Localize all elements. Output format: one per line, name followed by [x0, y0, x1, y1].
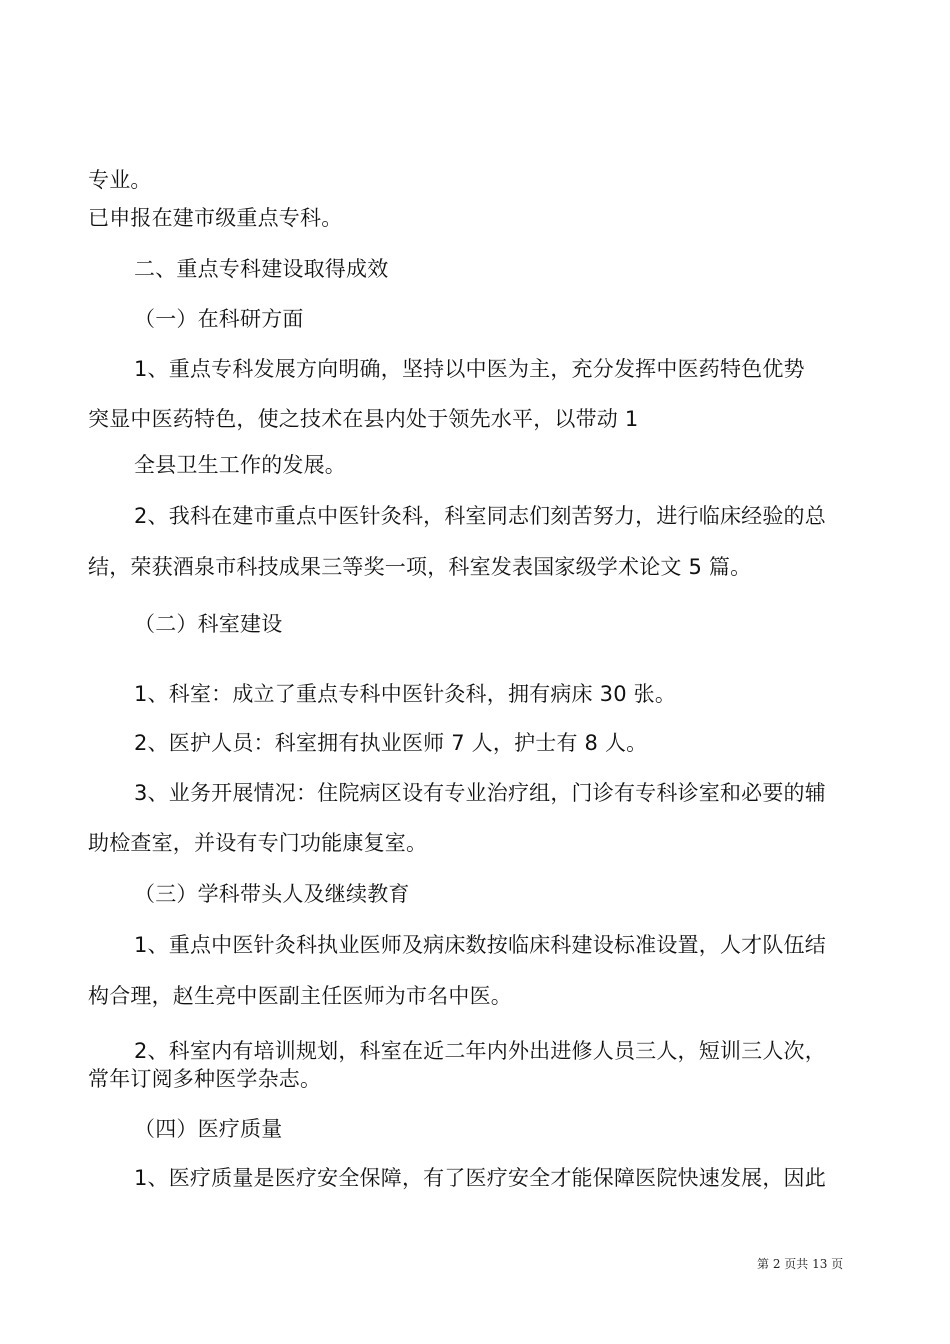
section-heading-2: 二、重点专科建设取得成效: [134, 257, 389, 281]
text-line-1: 专业。: [88, 168, 152, 192]
paragraph-5-line-2: 助检查室，并设有专门功能康复室。: [88, 831, 428, 855]
paragraph-1-line-3: 全县卫生工作的发展。: [134, 453, 346, 477]
paragraph-1-line-2: 突显中医药特色，使之技术在县内处于领先水平，以带动 1: [88, 407, 639, 431]
paragraph-8-line-1: 1、医疗质量是医疗安全保障，有了医疗安全才能保障医院快速发展，因此: [134, 1166, 826, 1190]
paragraph-7-line-1: 2、科室内有培训规划，科室在近二年内外出进修人员三人，短训三人次，: [134, 1039, 826, 1063]
subsection-heading-1: （一）在科研方面: [134, 307, 304, 331]
paragraph-2-line-2: 结，荣获酒泉市科技成果三等奖一项，科室发表国家级学术论文 5 篇。: [88, 555, 752, 579]
paragraph-4: 2、医护人员：科室拥有执业医师 7 人，护士有 8 人。: [134, 731, 648, 755]
paragraph-2-line-1: 2、我科在建市重点中医针灸科，科室同志们刻苦努力，进行临床经验的总: [134, 504, 826, 528]
page-number-footer: 第 2 页共 13 页: [757, 1257, 844, 1271]
paragraph-1-line-1: 1、重点专科发展方向明确，坚持以中医为主，充分发挥中医药特色优势: [134, 357, 805, 381]
paragraph-5-line-1: 3、业务开展情况：住院病区设有专业治疗组，门诊有专科诊室和必要的辅: [134, 781, 826, 805]
paragraph-3: 1、科室：成立了重点专科中医针灸科，拥有病床 30 张。: [134, 682, 677, 706]
subsection-heading-4: （四）医疗质量: [134, 1117, 283, 1141]
paragraph-6-line-1: 1、重点中医针灸科执业医师及病床数按临床科建设标准设置，人才队伍结: [134, 933, 826, 957]
subsection-heading-2: （二）科室建设: [134, 612, 283, 636]
paragraph-7-line-2: 常年订阅多种医学杂志。: [88, 1067, 322, 1091]
text-line-2: 已申报在建市级重点专科。: [88, 206, 343, 230]
subsection-heading-3: （三）学科带头人及继续教育: [134, 882, 410, 906]
paragraph-6-line-2: 构合理，赵生亮中医副主任医师为市名中医。: [88, 984, 512, 1008]
